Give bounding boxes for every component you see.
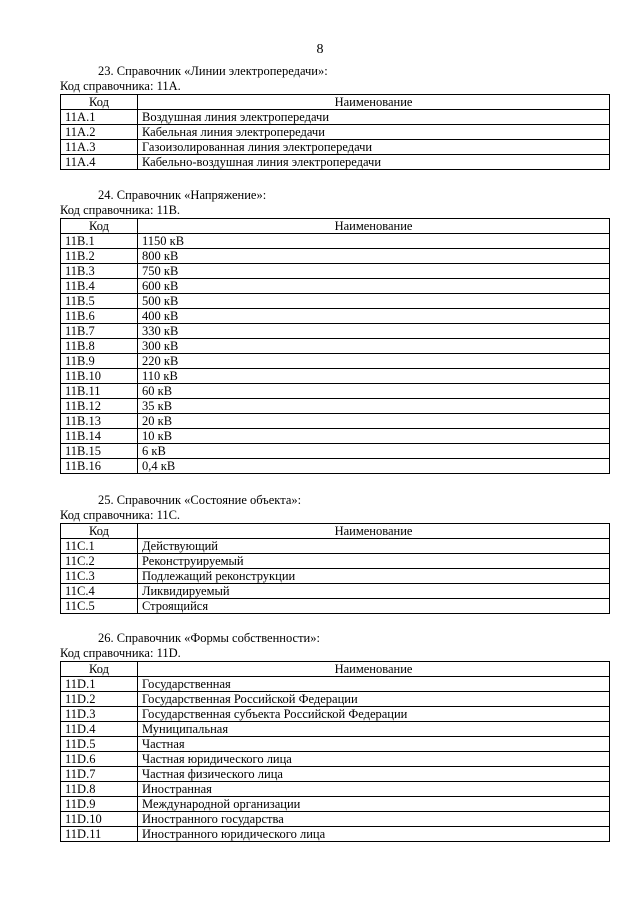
table-row: [61, 569, 610, 584]
row-code: 11В.3: [61, 264, 138, 279]
table-row: [61, 140, 610, 155]
row-name: Государственная субъекта Российской Федерации: [138, 707, 610, 722]
row-code: 11В.10: [61, 369, 138, 384]
table-row: [61, 110, 610, 125]
column-header-code: Код: [61, 219, 138, 234]
section-object-state: [60, 492, 610, 614]
section-title: 24. Справочник «Напряжение»:: [98, 188, 267, 202]
directory-code: Код справочника: 11С.: [60, 508, 181, 522]
row-code: 11D.7: [61, 767, 138, 782]
row-name: 220 кВ: [138, 354, 610, 369]
row-name: 600 кВ: [138, 279, 610, 294]
row-name: Действующий: [138, 539, 610, 554]
section-power-lines: [60, 63, 610, 170]
section-voltage: [60, 187, 610, 474]
table-row: [61, 692, 610, 707]
column-header-name: Наименование: [138, 662, 610, 677]
section-ownership-forms: [60, 630, 610, 842]
row-code: 11D.5: [61, 737, 138, 752]
row-name: Подлежащий реконструкции: [138, 569, 610, 584]
table-row: [61, 369, 610, 384]
row-name: 500 кВ: [138, 294, 610, 309]
table-row: [61, 155, 610, 170]
table-row: [61, 444, 610, 459]
directory-code: Код справочника: 11D.: [60, 646, 181, 660]
row-code: 11D.11: [61, 827, 138, 842]
table-row: [61, 722, 610, 737]
row-name: Иностранного государства: [138, 812, 610, 827]
table-row: [61, 414, 610, 429]
row-name: Кабельно-воздушная линия электропередачи: [138, 155, 610, 170]
table-row: [61, 677, 610, 692]
reference-table: [60, 218, 610, 474]
row-name: 0,4 кВ: [138, 459, 610, 474]
column-header-name: Наименование: [138, 95, 610, 110]
table-row: [61, 384, 610, 399]
row-name: Газоизолированная линия электропередачи: [138, 140, 610, 155]
row-name: Муниципальная: [138, 722, 610, 737]
table-row: [61, 767, 610, 782]
row-name: Иностранная: [138, 782, 610, 797]
row-name: 60 кВ: [138, 384, 610, 399]
row-name: 1150 кВ: [138, 234, 610, 249]
row-code: 11А.1: [61, 110, 138, 125]
row-name: Частная: [138, 737, 610, 752]
table-row: [61, 782, 610, 797]
row-name: 400 кВ: [138, 309, 610, 324]
column-header-code: Код: [61, 524, 138, 539]
row-code: 11В.5: [61, 294, 138, 309]
table-row: [61, 584, 610, 599]
row-code: 11В.15: [61, 444, 138, 459]
row-name: 110 кВ: [138, 369, 610, 384]
row-name: 10 кВ: [138, 429, 610, 444]
table-row: [61, 399, 610, 414]
section-title: 25. Справочник «Состояние объекта»:: [98, 493, 302, 507]
row-name: Международной организации: [138, 797, 610, 812]
page-number: 8: [316, 42, 324, 57]
row-code: 11D.1: [61, 677, 138, 692]
row-code: 11D.4: [61, 722, 138, 737]
table-row: [61, 554, 610, 569]
table-row: [61, 737, 610, 752]
row-name: 750 кВ: [138, 264, 610, 279]
row-code: 11В.2: [61, 249, 138, 264]
row-name: Частная физического лица: [138, 767, 610, 782]
row-name: Строящийся: [138, 599, 610, 614]
row-code: 11В.11: [61, 384, 138, 399]
row-code: 11D.9: [61, 797, 138, 812]
row-code: 11А.2: [61, 125, 138, 140]
row-name: Ликвидируемый: [138, 584, 610, 599]
table-row: [61, 125, 610, 140]
row-name: 20 кВ: [138, 414, 610, 429]
reference-table: [60, 94, 610, 170]
table-header-row: [61, 95, 610, 110]
row-code: 11В.7: [61, 324, 138, 339]
table-row: [61, 539, 610, 554]
table-header-row: [61, 524, 610, 539]
table-row: [61, 812, 610, 827]
row-code: 11С.5: [61, 599, 138, 614]
row-code: 11В.4: [61, 279, 138, 294]
table-row: [61, 309, 610, 324]
row-code: 11В.9: [61, 354, 138, 369]
row-code: 11С.4: [61, 584, 138, 599]
row-code: 11С.2: [61, 554, 138, 569]
section-title: 23. Справочник «Линии электропередачи»:: [98, 64, 328, 78]
table-row: [61, 339, 610, 354]
row-code: 11D.6: [61, 752, 138, 767]
table-row: [61, 279, 610, 294]
row-code: 11D.8: [61, 782, 138, 797]
column-header-code: Код: [61, 95, 138, 110]
table-row: [61, 827, 610, 842]
row-code: 11С.1: [61, 539, 138, 554]
table-header-row: [61, 219, 610, 234]
row-code: 11В.1: [61, 234, 138, 249]
row-name: 300 кВ: [138, 339, 610, 354]
row-name: Иностранного юридического лица: [138, 827, 610, 842]
row-code: 11В.13: [61, 414, 138, 429]
column-header-name: Наименование: [138, 524, 610, 539]
row-name: 800 кВ: [138, 249, 610, 264]
row-code: 11А.3: [61, 140, 138, 155]
row-code: 11D.3: [61, 707, 138, 722]
row-code: 11D.10: [61, 812, 138, 827]
table-row: [61, 249, 610, 264]
directory-code: Код справочника: 11А.: [60, 79, 181, 93]
table-header-row: [61, 662, 610, 677]
table-row: [61, 599, 610, 614]
row-code: 11С.3: [61, 569, 138, 584]
table-row: [61, 264, 610, 279]
table-row: [61, 752, 610, 767]
reference-table: [60, 523, 610, 614]
table-row: [61, 324, 610, 339]
table-row: [61, 797, 610, 812]
row-name: Частная юридического лица: [138, 752, 610, 767]
row-name: Воздушная линия электропередачи: [138, 110, 610, 125]
table-row: [61, 354, 610, 369]
section-title: 26. Справочник «Формы собственности»:: [98, 631, 320, 645]
row-name: Кабельная линия электропередачи: [138, 125, 610, 140]
row-name: Государственная: [138, 677, 610, 692]
reference-table: [60, 661, 610, 842]
row-code: 11В.6: [61, 309, 138, 324]
table-row: [61, 234, 610, 249]
directory-code: Код справочника: 11В.: [60, 203, 181, 217]
row-code: 11D.2: [61, 692, 138, 707]
row-name: Государственная Российской Федерации: [138, 692, 610, 707]
row-name: Реконструируемый: [138, 554, 610, 569]
column-header-name: Наименование: [138, 219, 610, 234]
row-code: 11В.16: [61, 459, 138, 474]
column-header-code: Код: [61, 662, 138, 677]
row-code: 11А.4: [61, 155, 138, 170]
row-name: 6 кВ: [138, 444, 610, 459]
table-row: [61, 459, 610, 474]
row-code: 11В.14: [61, 429, 138, 444]
table-row: [61, 294, 610, 309]
table-row: [61, 429, 610, 444]
row-name: 35 кВ: [138, 399, 610, 414]
row-code: 11В.12: [61, 399, 138, 414]
row-name: 330 кВ: [138, 324, 610, 339]
row-code: 11В.8: [61, 339, 138, 354]
table-row: [61, 707, 610, 722]
